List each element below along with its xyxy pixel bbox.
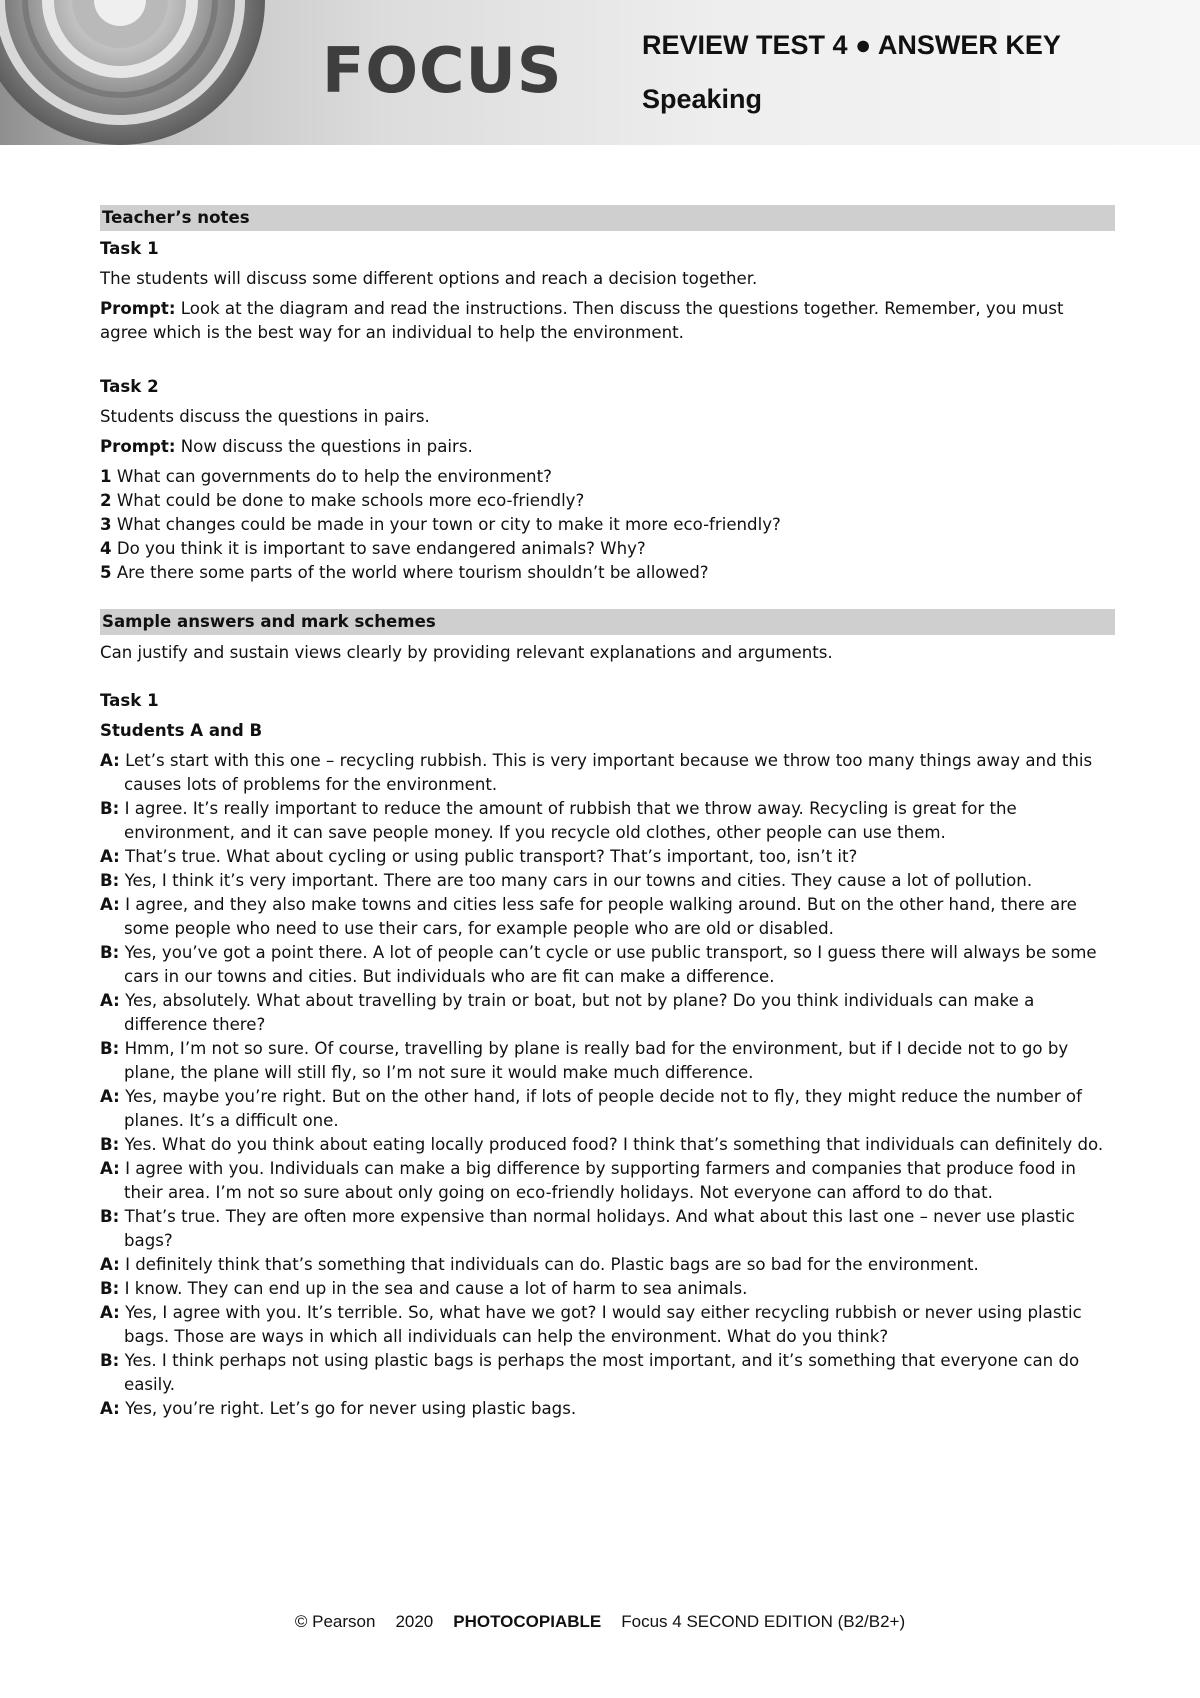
question-number: 2 — [100, 491, 112, 510]
dialogue-line — [100, 1397, 1115, 1421]
dialogue-text: Yes, maybe you’re right. But on the other hand, if lots of people decide not to fly, they might reduce the number of planes. It’s a difficult one. — [119, 1087, 1082, 1130]
task1-intro: The students will discuss some different options and reach a decision together. — [100, 269, 758, 288]
dialogue-line — [100, 893, 1115, 941]
page-header — [0, 0, 1200, 145]
speaker-label: A: — [100, 1159, 120, 1178]
dialogue-text: I know. They can end up in the sea and cause a lot of harm to sea animals. — [119, 1279, 748, 1298]
prompt-label: Prompt: — [100, 299, 176, 318]
dialogue-line — [100, 845, 1115, 869]
question-text: What could be done to make schools more eco-friendly? — [111, 491, 585, 510]
speaker-label: B: — [100, 943, 120, 962]
speaker-label: A: — [100, 847, 120, 866]
dialogue-line — [100, 869, 1115, 893]
dialogue-line — [100, 941, 1115, 989]
question-number: 3 — [100, 515, 112, 534]
task1-title: Task 1 — [100, 239, 159, 258]
dialogue-text: Yes. What do you think about eating locally produced food? I think that’s something that individuals can definitely do. — [119, 1135, 1104, 1154]
section-heading-teachers-notes: Teacher’s notes — [100, 205, 1115, 231]
question-text: What changes could be made in your town or city to make it more eco-friendly? — [111, 515, 781, 534]
dialogue-text: I agree. It’s really important to reduce the amount of rubbish that we throw away. Recycling is great for the environment, and it can save people money. If you recycle old clothes, other people can use them. — [119, 799, 1017, 842]
students-heading: Students A and B — [100, 721, 263, 740]
speaker-label: B: — [100, 1279, 120, 1298]
dialogue-text: Let’s start with this one – recycling rubbish. This is very important because we throw too many things away and this causes lots of problems for the environment. — [119, 751, 1093, 794]
dialogue-text: Hmm, I’m not so sure. Of course, travelling by plane is really bad for the environment, but if I decide not to go by plane, the plane will still fly, so I’m not sure it would make much difference. — [119, 1039, 1069, 1082]
dialogue-text: I definitely think that’s something that individuals can do. Plastic bags are so bad for the environment. — [119, 1255, 979, 1274]
question-number: 4 — [100, 539, 112, 558]
speaker-label: B: — [100, 1351, 120, 1370]
page-content — [100, 205, 1115, 1421]
dialogue-text: Yes, you’ve got a point there. A lot of people can’t cycle or use public transport, so I guess there will always be some cars in our towns and cities. But individuals who are fit can make a difference. — [119, 943, 1097, 986]
question-number: 1 — [100, 467, 112, 486]
question-number: 5 — [100, 563, 112, 582]
dialogue-line — [100, 1301, 1115, 1349]
speaker-label: B: — [100, 799, 120, 818]
lens-graphic — [0, 0, 270, 145]
dialogue-line — [100, 1277, 1115, 1301]
speaker-label: A: — [100, 1255, 120, 1274]
task2-intro: Students discuss the questions in pairs. — [100, 407, 430, 426]
task1-prompt — [100, 297, 1115, 345]
dialogue-text: I agree with you. Individuals can make a big difference by supporting farmers and companies that produce food in their area. I’m not so sure about only going on eco-friendly holidays. Not everyone can afford to do that. — [119, 1159, 1076, 1202]
speaker-label: A: — [100, 1087, 120, 1106]
dialogue-line — [100, 1085, 1115, 1133]
dialogue-text: Yes. I think perhaps not using plastic bags is perhaps the most important, and it’s something that everyone can do easily. — [119, 1351, 1080, 1394]
question-item — [100, 465, 1115, 489]
prompt-text: Now discuss the questions in pairs. — [175, 437, 473, 456]
question-text: What can governments do to help the environment? — [111, 467, 552, 486]
prompt-label: Prompt: — [100, 437, 176, 456]
speaker-label: B: — [100, 1135, 120, 1154]
dialogue-line — [100, 1349, 1115, 1397]
speaker-label: A: — [100, 895, 120, 914]
question-item — [100, 489, 1115, 513]
dialogue-line — [100, 1037, 1115, 1085]
speaker-label: B: — [100, 1039, 120, 1058]
sample-task-title: Task 1 — [100, 691, 159, 710]
dialogue-text: That’s true. What about cycling or using public transport? That’s important, too, isn’t it? — [119, 847, 858, 866]
dialogue-text: That’s true. They are often more expensive than normal holidays. And what about this last one – never use plastic bags? — [119, 1207, 1075, 1250]
question-text: Are there some parts of the world where tourism shouldn’t be allowed? — [111, 563, 709, 582]
prompt-text: Look at the diagram and read the instructions. Then discuss the questions together. Remember, you must agree which is the best way for an individual to help the environment. — [100, 299, 1064, 342]
dialogue-line — [100, 797, 1115, 845]
dialogue-text: Yes, I think it’s very important. There are too many cars in our towns and cities. They cause a lot of pollution. — [119, 871, 1033, 890]
dialogue-line — [100, 989, 1115, 1037]
footer-photocopiable: PHOTOCOPIABLE — [453, 1612, 602, 1631]
dialogue-text: Yes, absolutely. What about travelling by train or boat, but not by plane? Do you think individuals can make a difference there? — [119, 991, 1035, 1034]
speaker-label: B: — [100, 871, 120, 890]
dialogue-text: I agree, and they also make towns and cities less safe for people walking around. But on the other hand, there are some people who need to use their cars, for example people who are old or disabled. — [119, 895, 1077, 938]
question-item — [100, 513, 1115, 537]
question-list — [100, 465, 1115, 585]
dialogue-text: Yes, I agree with you. It’s terrible. So, what have we got? I would say either recycling rubbish or never using plastic bags. Those are ways in which all individuals can help the environment. What do you think? — [119, 1303, 1082, 1346]
speaker-label: B: — [100, 1207, 120, 1226]
dialogue — [100, 749, 1115, 1421]
focus-logo: FOCUS — [322, 34, 563, 107]
speaker-label: A: — [100, 991, 120, 1010]
speaker-label: A: — [100, 751, 120, 770]
task2-title: Task 2 — [100, 377, 159, 396]
document-subtitle: Speaking — [642, 84, 763, 114]
speaker-label: A: — [100, 1399, 120, 1418]
question-item — [100, 561, 1115, 585]
page-footer — [0, 1612, 1200, 1632]
task2-prompt — [100, 435, 1115, 459]
footer-year: 2020 — [395, 1612, 434, 1631]
dialogue-line — [100, 1253, 1115, 1277]
speaker-label: A: — [100, 1303, 120, 1322]
dialogue-line — [100, 1157, 1115, 1205]
assessment-descriptor: Can justify and sustain views clearly by providing relevant explanations and arguments. — [100, 643, 833, 662]
dialogue-line — [100, 1133, 1115, 1157]
footer-copyright: © Pearson — [294, 1612, 376, 1631]
dialogue-text: Yes, you’re right. Let’s go for never using plastic bags. — [119, 1399, 577, 1418]
dialogue-line — [100, 1205, 1115, 1253]
document-title: REVIEW TEST 4 ● ANSWER KEY — [642, 30, 1061, 60]
question-item — [100, 537, 1115, 561]
question-text: Do you think it is important to save endangered animals? Why? — [111, 539, 646, 558]
footer-edition: Focus 4 SECOND EDITION (B2/B2+) — [621, 1612, 906, 1631]
dialogue-line — [100, 749, 1115, 797]
section-heading-sample-answers: Sample answers and mark schemes — [100, 609, 1115, 635]
